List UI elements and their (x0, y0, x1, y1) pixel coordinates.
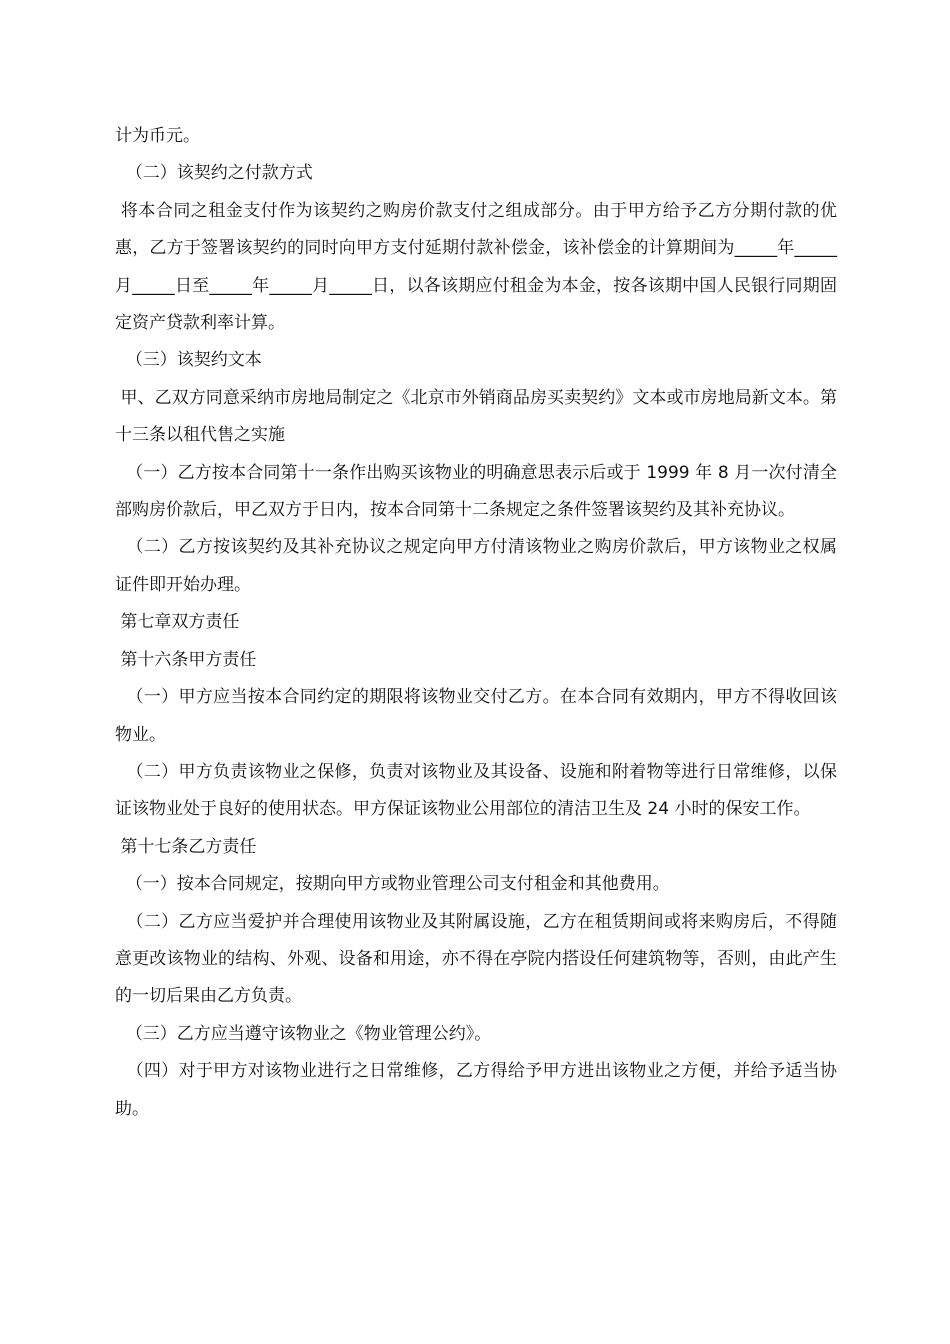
paragraph-payment-method: 将本合同之租金支付作为该契约之购房价款支付之组成部分。由于甲方给予乙方分期付款的优惠，乙方于签署该契约的同时向甲方支付延期付款补偿金，该补偿金的计算期间为_____年_____月_____日至_____年_____月_____日，以各该期应付租金为本金，按各该期中国人民银行同期固定资产贷款利率计算。 (115, 200, 838, 334)
paragraph-party-b-rules: （三）乙方应当遵守该物业之《物业管理公约》。 (115, 1023, 492, 1044)
paragraph-currency-unit: 计为币元。 (115, 126, 200, 146)
paragraph-contract-text-heading: （三）该契约文本 (115, 350, 262, 371)
paragraph-payment-method-heading: （二）该契约之付款方式 (115, 163, 313, 184)
paragraph-title-certificate: （二）乙方按该契约及其补充协议之规定向甲方付清该物业之购房价款后，甲方该物业之权属证件即开始办理。 (115, 537, 837, 595)
paragraph-party-a-maintenance: （二）甲方负责该物业之保修，负责对该物业及其设备、设施和附着物等进行日常维修，以保证该物业处于良好的使用状态。甲方保证该物业公用部位的清洁卫生及 24 小时的保安工作。 (115, 761, 837, 820)
article-16-heading: 第十六条甲方责任 (115, 649, 257, 670)
paragraph-party-b-rent: （一）按本合同规定，按期向甲方或物业管理公司支付租金和其他费用。 (115, 874, 670, 895)
paragraph-party-b-access: （四）对于甲方对该物业进行之日常维修，乙方得给予甲方进出该物业之方便，并给予适当协助。 (115, 1061, 837, 1119)
paragraph-party-b-care: （二）乙方应当爱护并合理使用该物业及其附属设施，乙方在租赁期间或将来购房后，不得随意更改该物业的结构、外观、设备和用途，亦不得在亭院内搭设任何建筑物等，否则，由此产生的一切后果由乙方负责。 (115, 911, 837, 1007)
paragraph-purchase-signing: （一）乙方按本合同第十一条作出购买该物业的明确意思表示后或于 1999 年 8 月一次付清全部购房价款后，甲乙双方于日内，按本合同第十二条规定之条件签署该契约及其补充协议。 (115, 462, 837, 521)
paragraph-party-a-delivery: （一）甲方应当按本合同约定的期限将该物业交付乙方。在本合同有效期内，甲方不得收回该物业。 (115, 687, 837, 745)
paragraph-contract-text: 甲、乙双方同意采纳市房地局制定之《北京市外销商品房买卖契约》文本或市房地局新文本。第十三条以租代售之实施 (115, 387, 837, 446)
chapter-heading: 第七章双方责任 (115, 612, 240, 633)
article-17-heading: 第十七条乙方责任 (115, 836, 257, 857)
document-body (115, 118, 837, 1128)
